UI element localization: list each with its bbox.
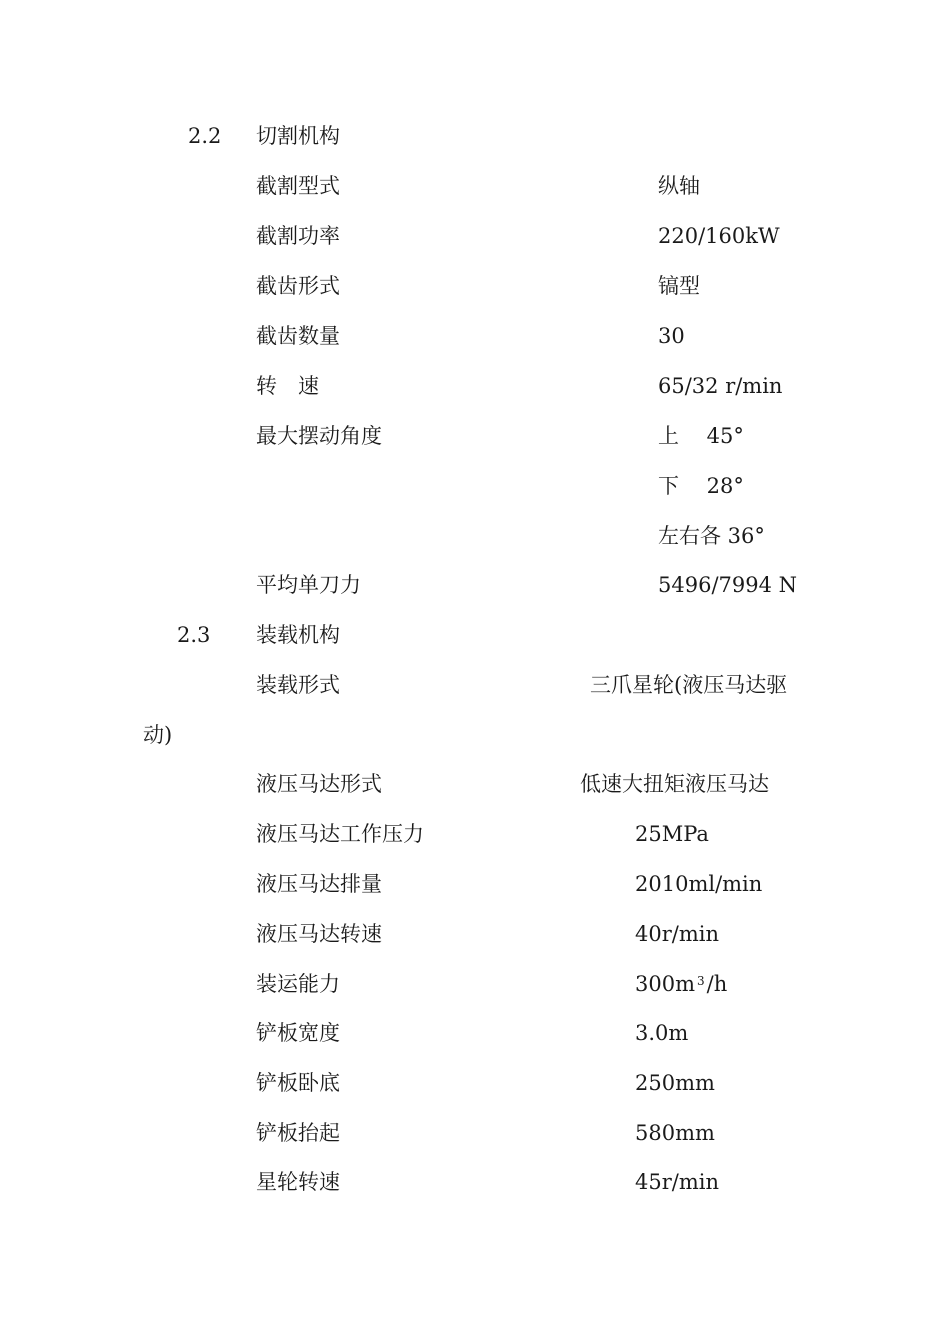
spec-label-shovel-width: 铲板宽度: [256, 1021, 340, 1045]
spec-label-pick-type: 截齿形式: [256, 274, 340, 298]
capacity-number: 300m: [635, 972, 695, 996]
spec-value-shovel-lift: 580mm: [635, 1121, 715, 1145]
spec-value-pick-type: 镐型: [658, 274, 700, 298]
spec-label-pick-count: 截齿数量: [256, 324, 340, 348]
spec-value-shovel-undercut: 250mm: [635, 1071, 715, 1095]
spec-value-loading-capacity: [635, 974, 727, 995]
spec-label-cutting-power: 截割功率: [256, 224, 340, 248]
section-number-2-2: 2.2: [188, 124, 222, 148]
spec-label-shovel-lift: 铲板抬起: [256, 1121, 340, 1145]
spec-label-rotation-speed: 转 速: [256, 374, 319, 398]
spec-label-motor-type: 液压马达形式: [256, 772, 382, 796]
spec-value-swing-left-right: 左右各 36°: [658, 524, 765, 548]
spec-label-motor-displacement: 液压马达排量: [256, 872, 382, 896]
section-title-cutting-mechanism: 切割机构: [256, 124, 340, 148]
spec-label-max-swing-angle: 最大摆动角度: [256, 424, 382, 448]
spec-label-cutting-type: 截割型式: [256, 174, 340, 198]
spec-value-cutting-type: 纵轴: [658, 174, 700, 198]
spec-value-motor-type: 低速大扭矩液压马达: [580, 772, 769, 796]
spec-value-loading-form: 三爪星轮(液压马达驱: [590, 673, 788, 697]
spec-value-avg-pick-force: 5496/7994 N: [658, 573, 798, 597]
capacity-superscript: 3: [697, 974, 705, 988]
spec-label-motor-pressure: 液压马达工作压力: [256, 822, 424, 846]
section-title-loading-mechanism: 装载机构: [256, 623, 340, 647]
spec-value-pick-count: 30: [658, 324, 685, 348]
spec-label-loading-form: 装载形式: [256, 673, 340, 697]
spec-label-star-wheel-speed: 星轮转速: [256, 1170, 340, 1194]
spec-label-shovel-undercut: 铲板卧底: [256, 1071, 340, 1095]
spec-value-motor-pressure: 25MPa: [635, 822, 709, 846]
spec-value-shovel-width: 3.0m: [635, 1021, 689, 1045]
spec-value-star-wheel-speed: 45r/min: [635, 1170, 719, 1194]
spec-value-cutting-power: 220/160kW: [658, 224, 780, 248]
spec-label-avg-pick-force: 平均单刀力: [256, 573, 361, 597]
spec-value-motor-displacement: 2010ml/min: [635, 872, 763, 896]
spec-value-loading-form-continued: 动): [143, 723, 173, 747]
capacity-unit: /h: [706, 972, 728, 996]
spec-value-swing-down: 下 28°: [658, 474, 744, 498]
spec-label-motor-speed: 液压马达转速: [256, 922, 382, 946]
section-number-2-3: 2.3: [177, 623, 211, 647]
spec-value-rotation-speed: 65/32 r/min: [658, 374, 783, 398]
spec-value-swing-up: 上 45°: [658, 424, 744, 448]
spec-label-loading-capacity: 装运能力: [256, 972, 340, 996]
spec-value-motor-speed: 40r/min: [635, 922, 719, 946]
